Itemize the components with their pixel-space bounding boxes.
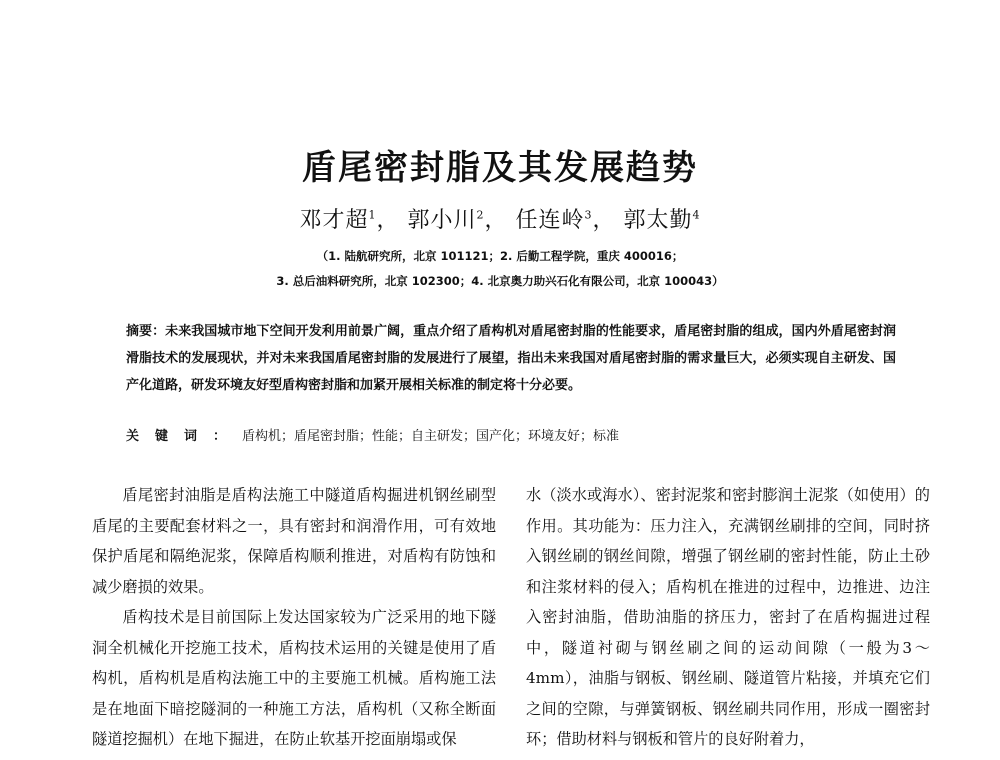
author-separator: ， (592, 208, 616, 233)
affiliation-line-1: （1. 陆航研究所，北京 101121；2. 后勤工程学院，重庆 400016； (316, 249, 684, 263)
abstract-label: 摘要： (126, 324, 166, 339)
abstract-text: 未来我国城市地下空间开发利用前景广阔，重点介绍了盾构机对盾尾密封脂的性能要求，盾尾密封脂的组成，国内外盾尾密封润滑脂技术的发展现状，并对未来我国盾尾密封脂的发展进行了展望，指出未来我国对盾尾密封脂的需求量巨大，必须实现自主研发、国产化道路，研发环境友好型盾构密封脂和加紧开展相关标准的制定将十分必要。 (126, 324, 896, 393)
author-name: 任连岭 (515, 208, 585, 233)
author-affiliation-marker: 2 (476, 208, 485, 222)
body-paragraph: 盾构技术是目前国际上发达国家较为广泛采用的地下隧洞全机械化开挖施工技术，盾构技术运用的关键是使用了盾构机，盾构机是盾构法施工中的主要施工机械。盾构施工法是在地面下暗挖隧洞的一种施工方法，盾构机（又称全断面隧道挖掘机）在地下掘进，在防止软基开挖面崩塌或保 (92, 608, 496, 748)
body-column-right (526, 480, 930, 755)
author-name: 郭太勤 (623, 208, 693, 233)
affiliation-line-2: 3. 总后油料研究所，北京 102300；4. 北京奥力助兴石化有限公司，北京 100043） (276, 274, 724, 288)
keywords (126, 426, 896, 448)
author-affiliation-marker: 4 (692, 208, 701, 222)
abstract (126, 318, 896, 399)
author-separator: ， (484, 208, 508, 233)
author-name: 郭小川 (407, 208, 477, 233)
author-separator: ， (376, 208, 400, 233)
author-list (0, 203, 1000, 234)
author-name: 邓才超 (299, 208, 369, 233)
body-paragraph: 盾尾密封油脂是盾构法施工中隧道盾构掘进机钢丝刷型盾尾的主要配套材料之一，具有密封和润滑作用，可有效地保护盾尾和隔绝泥浆，保障盾构顺利推进，对盾构有防蚀和减少磨损的效果。 (92, 486, 496, 596)
keywords-label: 关键词： (126, 429, 243, 444)
body-paragraph: 水（淡水或海水）、密封泥浆和密封膨润土泥浆（如使用）的作用。其功能为：压力注入，充满钢丝刷排的空间，同时挤入钢丝刷的钢丝间隙，增强了钢丝刷的密封性能，防止土砂和注浆材料的侵入；盾构机在推进的过程中，边推进、边注入密封油脂，借助油脂的挤压力，密封了在盾构掘进过程中，隧道衬砌与钢丝刷之间的运动间隙（一般为3～4mm），油脂与钢板、钢丝刷、隧道管片粘接，并填充它们之间的空隙，与弹簧钢板、钢丝刷共同作用，形成一圈密封环；借助材料与钢板和管片的良好附着力， (526, 486, 930, 748)
keywords-text: 盾构机；盾尾密封脂；性能；自主研发；国产化；环境友好；标准 (242, 429, 620, 444)
author-affiliation-marker: 3 (584, 208, 593, 222)
body-column-left (92, 480, 496, 755)
author-affiliation-marker: 1 (368, 208, 377, 222)
paper-title: 盾尾密封脂及其发展趋势 (302, 148, 698, 188)
